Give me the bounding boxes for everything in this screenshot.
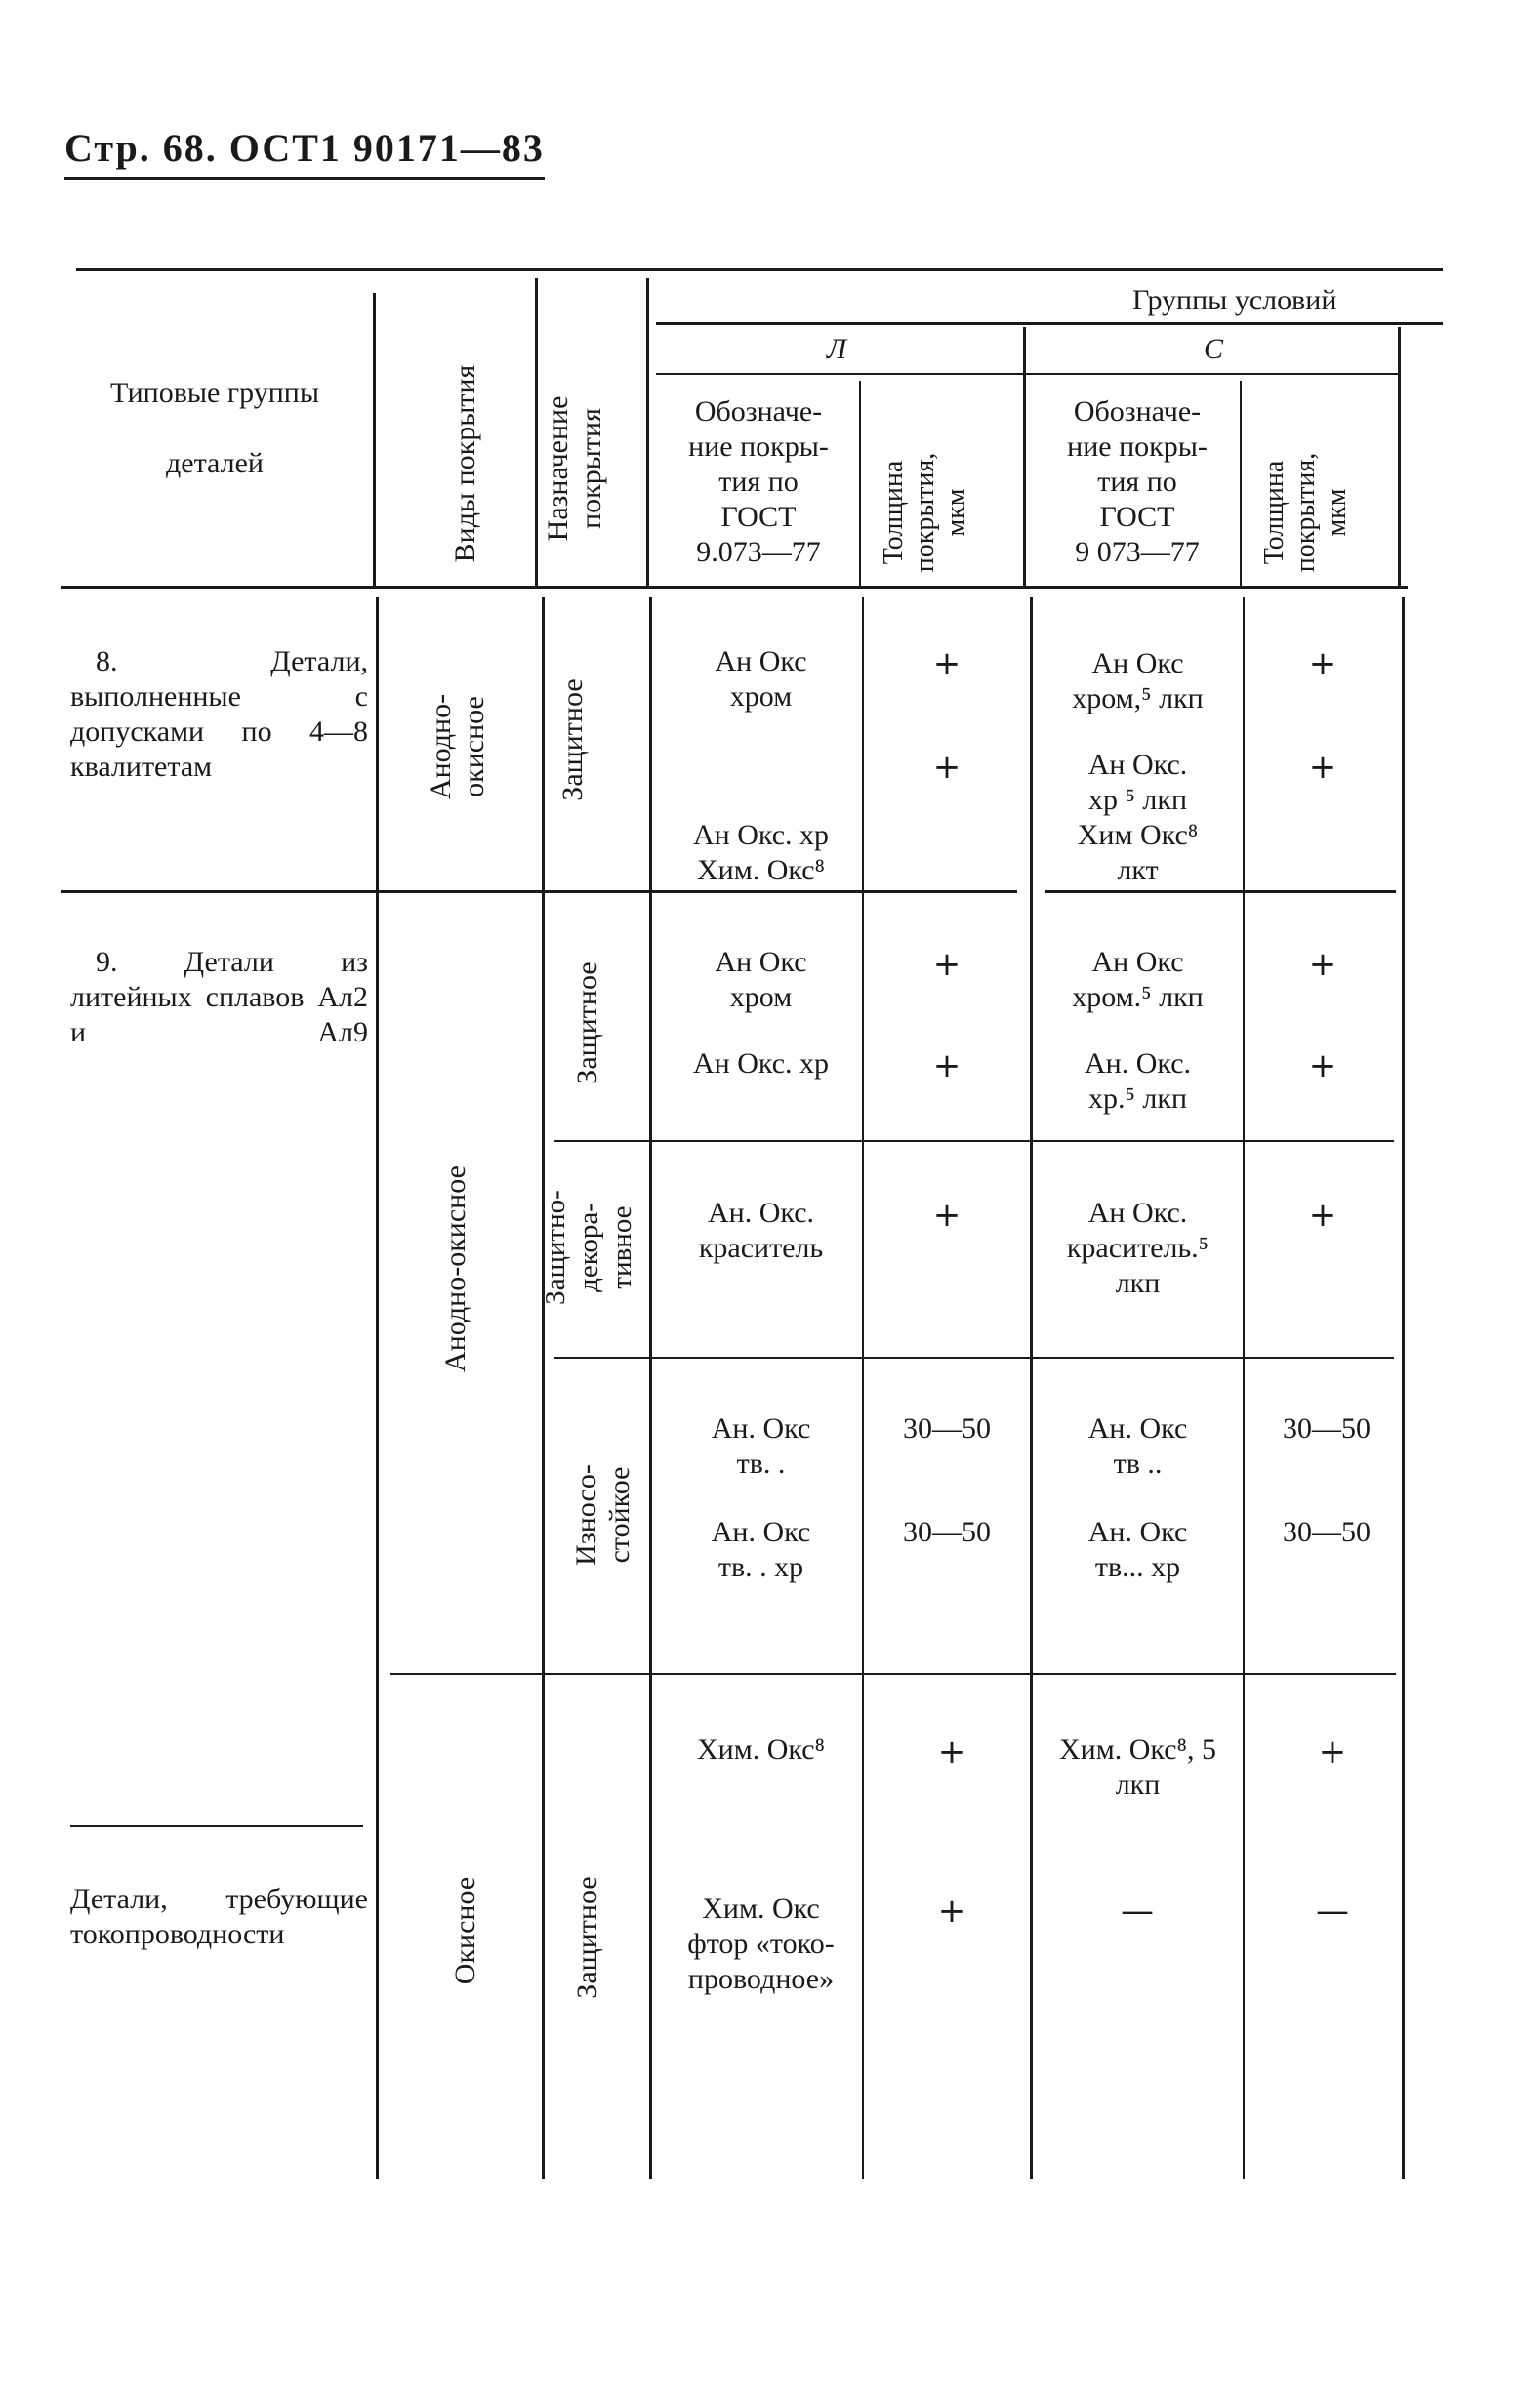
row9-L2: Ан Окс. хр	[692, 1047, 830, 1080]
row8-group: 8. Детали, выполненные с допусками по 4—8 квалитетам	[70, 645, 368, 783]
header-conditions: Группы условий	[1132, 284, 1337, 316]
row9-C5: Ан. Окс тв... хр	[1087, 1516, 1188, 1583]
vline-right	[1398, 327, 1401, 586]
row8-bottom-rule	[61, 890, 1017, 893]
header-designation-C: Обозначе- ние покры- тия по ГОСТ 9 073—77	[1067, 395, 1208, 568]
row10-L2: Хим. Окс фтор «токо- проводное»	[687, 1893, 835, 1995]
vline-L-body	[649, 597, 652, 2179]
row8-type: Анодно- окисное	[425, 693, 490, 800]
vline-C-thk-body	[1243, 597, 1245, 2179]
vline-types-body	[376, 597, 379, 2179]
row10-L2-mark: +	[937, 1892, 966, 1931]
header-thickness-C: Толщина покрытия, мкм	[1259, 452, 1352, 573]
row9-C5-thk: 30—50	[1283, 1516, 1371, 1548]
row9-C2-mark: +	[1308, 1046, 1337, 1085]
row8-L1: Ан Окс хром	[715, 645, 807, 713]
vline-C-thk	[1240, 381, 1242, 586]
row9-C2: Ан. Окс. хр.⁵ лкп	[1084, 1047, 1192, 1115]
header-thickness-L: Толщина покрытия, мкм	[879, 452, 971, 573]
page-title: Стр. 68. ОСТ1 90171—83	[64, 125, 545, 180]
row9-purpose-wear: Износо- стойкое	[570, 1464, 636, 1566]
row9-L5: Ан. Окс тв. . хр	[711, 1516, 811, 1583]
row9-C4-thk: 30—50	[1283, 1412, 1371, 1445]
row10-C1: Хим. Окс⁸, 5 лкп	[1059, 1734, 1216, 1801]
vline-right-body	[1402, 597, 1405, 2179]
row9-L3-mark: +	[932, 1196, 962, 1235]
row8-bottom-rule-c	[1045, 890, 1396, 893]
row9-purpose-protective: Защитное	[571, 961, 603, 1084]
row8-L1-mark: +	[932, 644, 962, 683]
vline-L	[646, 278, 649, 586]
row10-C2: —	[1121, 1892, 1154, 1931]
row9-L4-thk: 30—50	[903, 1412, 991, 1445]
vline-C	[1023, 327, 1026, 586]
table-top-rule	[76, 268, 1443, 271]
row9-L3: Ан. Окс. краситель	[698, 1197, 824, 1264]
row9-C3-mark: +	[1308, 1196, 1337, 1235]
group-divider-rule	[70, 1825, 363, 1827]
header-cond-L: Л	[826, 333, 847, 365]
cond-rule	[656, 373, 1400, 375]
row10-L1: Хим. Окс⁸	[697, 1734, 825, 1766]
row9-L1-mark: +	[932, 945, 962, 984]
row10-C2-mark: —	[1316, 1892, 1349, 1931]
row10-group: Детали, требующие токопроводности	[70, 1883, 368, 1950]
row8-C2-mark: +	[1308, 748, 1337, 787]
decorative-bottom-rule	[554, 1357, 1394, 1359]
header-designation-L: Обозначе- ние покры- тия по ГОСТ 9.073—77	[688, 395, 829, 568]
row9-purpose-decorative: Защитно- декора- тивное	[540, 1190, 637, 1305]
header-types: Виды покрытия	[449, 364, 481, 563]
row8-L2: Ан Окс. хр Хим. Окс⁸	[692, 819, 830, 886]
row10-type: Окисное	[449, 1876, 481, 1985]
row9-L1: Ан Окс хром	[715, 946, 807, 1013]
row9-C3: Ан Окс. краситель.⁵ лкп	[1066, 1197, 1210, 1299]
row9-L4: Ан. Окс тв. .	[711, 1412, 811, 1480]
row9-C4: Ан. Окс тв ..	[1087, 1412, 1188, 1480]
header-bottom-rule	[61, 586, 1408, 589]
vline-purpose-body	[542, 597, 545, 2179]
row9-C1-mark: +	[1308, 945, 1337, 984]
header-groups: Типовые группы деталей	[110, 377, 319, 479]
protective-bottom-rule	[554, 1140, 1394, 1142]
row8-C1-mark: +	[1308, 644, 1337, 683]
row9-type: Анодно-окисное	[439, 1165, 472, 1372]
header-cond-C: С	[1203, 333, 1223, 365]
header-purpose: Назначение покрытия	[542, 395, 607, 542]
groups-rule	[656, 322, 1443, 325]
row10-L1-mark: +	[937, 1733, 966, 1772]
vline-types	[373, 293, 376, 586]
row10-purpose: Защитное	[571, 1876, 603, 1999]
row8-L2-mark: +	[932, 748, 962, 787]
row9-group: 9. Детали из литейных сплавов Ал2 и Ал9	[70, 946, 368, 1048]
row9-L5-thk: 30—50	[903, 1516, 991, 1548]
row8-purpose: Защитное	[556, 678, 589, 801]
row10-C1-mark: +	[1318, 1733, 1347, 1772]
row8-C2: Ан Окс. хр ⁵ лкп Хим Окс⁸ лкт	[1077, 749, 1199, 886]
row9-L2-mark: +	[932, 1046, 962, 1085]
row9-C1: Ан Окс хром.⁵ лкп	[1072, 946, 1204, 1013]
vline-purpose	[535, 278, 538, 586]
row8-C1: Ан Окс хром,⁵ лкп	[1072, 647, 1204, 714]
